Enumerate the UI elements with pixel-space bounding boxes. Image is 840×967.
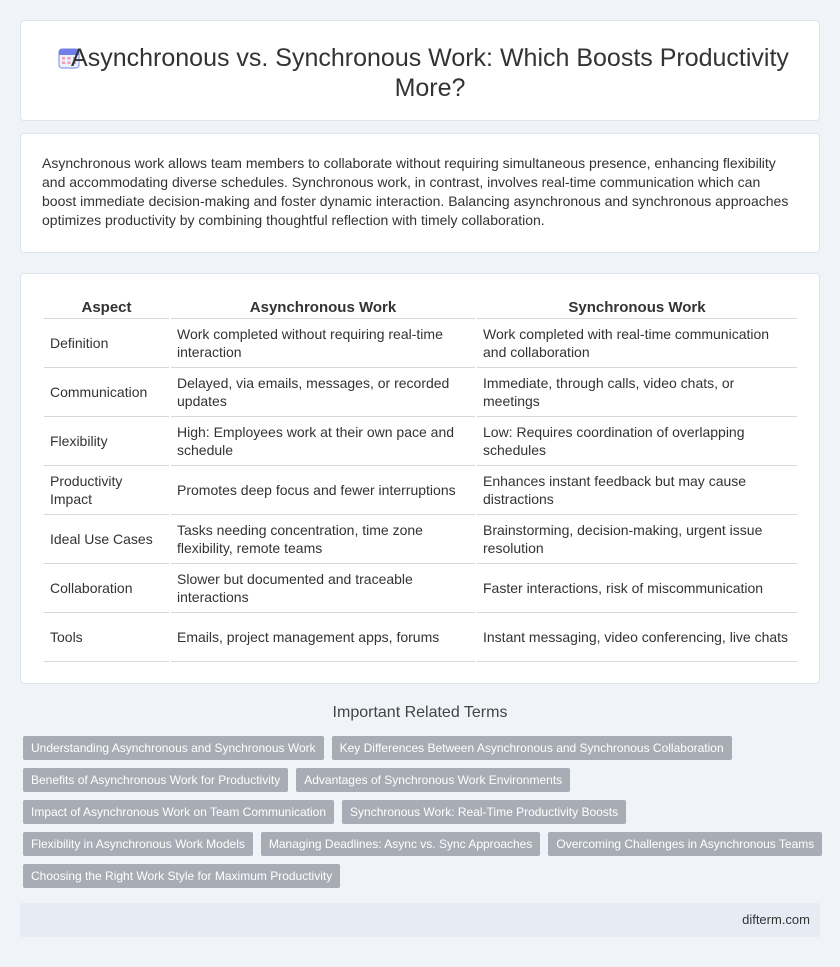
aspect-cell: Communication <box>44 368 169 417</box>
related-term-link[interactable]: Synchronous Work: Real-Time Productivity Boosts <box>342 800 626 824</box>
header-aspect: Aspect <box>44 294 169 319</box>
table-header-row <box>44 294 797 319</box>
table-row <box>44 515 797 564</box>
related-term-link[interactable]: Overcoming Challenges in Asynchronous Teams <box>548 832 822 856</box>
async-cell: Emails, project management apps, forums <box>171 613 475 662</box>
sync-cell: Work completed with real-time communication and collaboration <box>477 319 797 368</box>
intro-paragraph: Asynchronous work allows team members to collaborate without requiring simultaneous presence, enhancing flexibility and accommodating diverse schedules. Synchronous work, in contrast, involves real-time communication which can boost immediate decision-making and foster dynamic interaction. Balancing asynchronous and synchronous approaches optimizes productivity by combining thoughtful reflection with timely collaboration. <box>42 155 789 228</box>
sync-cell: Instant messaging, video conferencing, live chats <box>477 613 797 662</box>
aspect-cell: Ideal Use Cases <box>44 515 169 564</box>
related-term-link[interactable]: Advantages of Synchronous Work Environments <box>296 768 570 792</box>
table-row <box>44 368 797 417</box>
aspect-cell: Collaboration <box>44 564 169 613</box>
related-term-link[interactable]: Impact of Asynchronous Work on Team Communication <box>23 800 334 824</box>
related-terms-list <box>23 736 823 888</box>
sync-cell: Faster interactions, risk of miscommunication <box>477 564 797 613</box>
table-row <box>44 564 797 613</box>
aspect-cell: Productivity Impact <box>44 466 169 515</box>
table-row <box>44 319 797 368</box>
comparison-card <box>20 273 820 684</box>
related-term-link[interactable]: Understanding Asynchronous and Synchronous Work <box>23 736 324 760</box>
sync-cell: Enhances instant feedback but may cause distractions <box>477 466 797 515</box>
related-terms-heading: Important Related Terms <box>332 704 508 721</box>
aspect-cell: Flexibility <box>44 417 169 466</box>
related-term-link[interactable]: Flexibility in Asynchronous Work Models <box>23 832 253 856</box>
async-cell: Tasks needing concentration, time zone flexibility, remote teams <box>171 515 475 564</box>
table-row <box>44 613 797 662</box>
sync-cell: Brainstorming, decision-making, urgent issue resolution <box>477 515 797 564</box>
related-term-link[interactable]: Choosing the Right Work Style for Maximum Productivity <box>23 864 340 888</box>
aspect-cell: Definition <box>44 319 169 368</box>
related-term-link[interactable]: Managing Deadlines: Async vs. Sync Approaches <box>261 832 540 856</box>
header-asynchronous: Asynchronous Work <box>171 294 475 319</box>
related-term-link[interactable]: Key Differences Between Asynchronous and Synchronous Collaboration <box>332 736 732 760</box>
title-card <box>20 20 820 121</box>
header-synchronous: Synchronous Work <box>477 294 797 319</box>
table-row <box>44 417 797 466</box>
async-cell: Promotes deep focus and fewer interruptions <box>171 466 475 515</box>
async-cell: High: Employees work at their own pace and schedule <box>171 417 475 466</box>
async-cell: Work completed without requiring real-time interaction <box>171 319 475 368</box>
related-term-link[interactable]: Benefits of Asynchronous Work for Productivity <box>23 768 288 792</box>
footer <box>20 903 820 937</box>
intro-card <box>20 133 820 253</box>
page-title: Asynchronous vs. Synchronous Work: Which Boosts Productivity More? <box>71 44 789 102</box>
aspect-cell: Tools <box>44 613 169 662</box>
table-row <box>44 466 797 515</box>
sync-cell: Low: Requires coordination of overlapping schedules <box>477 417 797 466</box>
async-cell: Slower but documented and traceable interactions <box>171 564 475 613</box>
sync-cell: Immediate, through calls, video chats, or meetings <box>477 368 797 417</box>
footer-site-name: difterm.com <box>742 912 810 927</box>
async-cell: Delayed, via emails, messages, or recorded updates <box>171 368 475 417</box>
comparison-table <box>42 294 799 662</box>
